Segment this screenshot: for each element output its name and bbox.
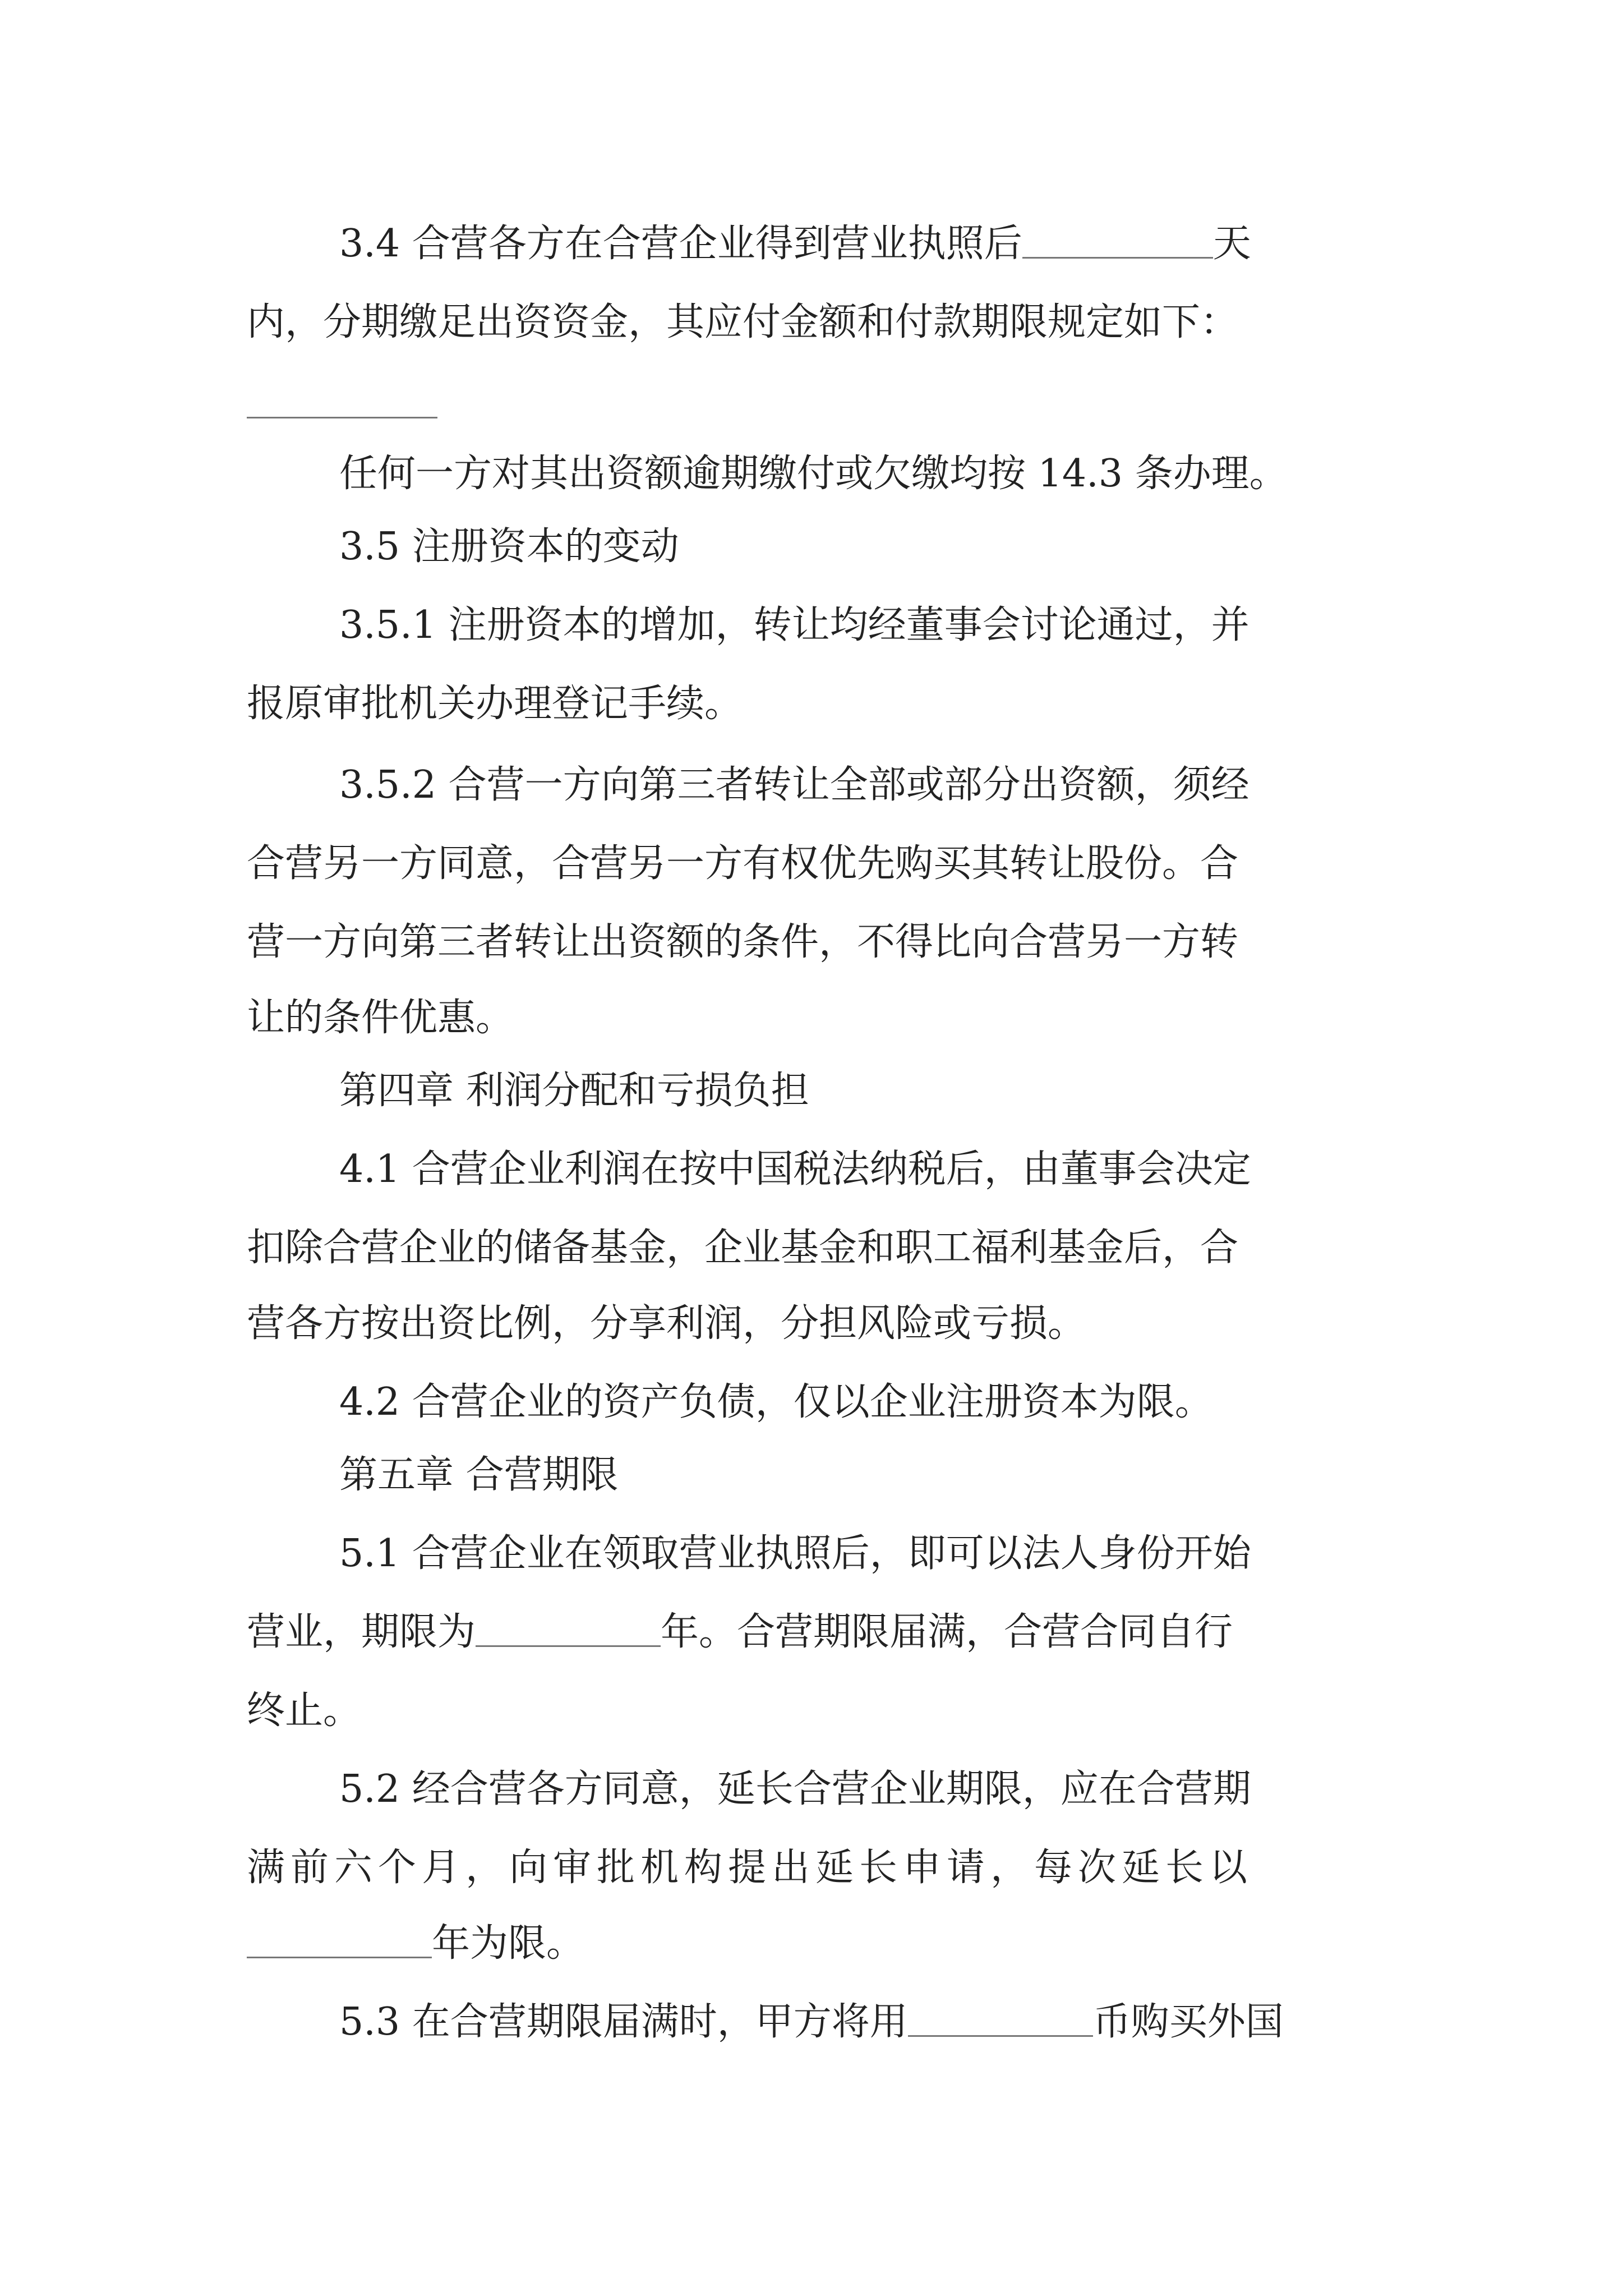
text: 第四章 利润分配和亏损负担 (339, 1069, 809, 1113)
text: 营业，期限为 (247, 1610, 476, 1654)
text: 3.4 合营各方在合营企业得到营业执照后 (339, 222, 1022, 266)
text: 扣除合营企业的储备基金，企业基金和职工福利基金后，合 (247, 1226, 1239, 1270)
paragraph-3-5-1-line-2 (247, 682, 743, 726)
text: 让的条件优惠。 (247, 996, 514, 1040)
text: 报原审批机关办理登记手续。 (247, 682, 743, 726)
paragraph-5-2-line-2 (247, 1846, 1253, 1890)
text: 5.2 经合营各方同意，延长合营企业期限，应在合营期 (339, 1767, 1251, 1811)
text: 年为限。 (432, 1921, 585, 1966)
text: 天 (1212, 222, 1251, 266)
section-3-5-heading (339, 524, 679, 569)
text: 3.5.2 合营一方向第三者转让全部或部分出资额，须经 (339, 763, 1249, 807)
paragraph-3-5-2-line-3 (247, 920, 1238, 965)
paragraph-3-5-2-line-2 (247, 841, 1238, 886)
paragraph-5-3-line-1 (339, 2000, 1284, 2045)
paragraph-5-2-line-1 (339, 1767, 1251, 1812)
text: 币购买外国 (1092, 2000, 1284, 2044)
text: 4.2 合营企业的资产负债，仅以企业注册资本为限。 (339, 1380, 1213, 1424)
blank-days (1022, 223, 1213, 259)
text: 满前六个月，向审批机构提出延长申请，每次延长以 (247, 1846, 1253, 1890)
text: 任何一方对其出资额逾期缴付或欠缴均按 14.3 条办理。 (339, 452, 1288, 496)
paragraph-3-5-2-line-1 (339, 763, 1249, 808)
text: 3.5 注册资本的变动 (339, 524, 679, 569)
paragraph-4-1-line-2 (247, 1226, 1238, 1271)
text: 第五章 合营期限 (339, 1453, 619, 1497)
text: 5.3 在合营期限届满时，甲方将用 (339, 2000, 908, 2044)
blank-payment-terms (247, 383, 437, 418)
text: 年。合营期限届满，合营合同自行 (661, 1610, 1233, 1654)
chapter-4-heading (339, 1069, 809, 1114)
text: 5.1 合营企业在领取营业执照后，即可以法人身份开始 (339, 1531, 1251, 1576)
text: 合营另一方同意，合营另一方有权优先购买其转让股份。合 (247, 841, 1239, 886)
paragraph-4-1-line-3 (247, 1301, 1086, 1346)
paragraph-4-2 (339, 1380, 1213, 1425)
text: 内，分期缴足出资资金，其应付金额和付款期限规定如下： (247, 300, 1239, 344)
chapter-5-heading (339, 1453, 619, 1498)
paragraph-3-4-blank-line (247, 381, 437, 426)
text: 3.5.1 注册资本的增加，转让均经董事会讨论通过，并 (339, 603, 1249, 647)
text: 4.1 合营企业利润在按中国税法纳税后，由董事会决定 (339, 1147, 1251, 1191)
paragraph-5-2-line-3 (247, 1921, 584, 1966)
paragraph-3-5-2-line-4 (247, 996, 514, 1041)
paragraph-5-1-line-2 (247, 1610, 1233, 1655)
paragraph-3-4-note (339, 452, 1288, 496)
text: 营各方按出资比例，分享利润，分担风险或亏损。 (247, 1301, 1086, 1346)
text: 终止。 (247, 1688, 362, 1733)
paragraph-3-4-line-1 (339, 222, 1251, 266)
paragraph-3-4-line-2 (247, 300, 1238, 345)
paragraph-5-1-line-1 (339, 1531, 1251, 1576)
blank-term-years (476, 1612, 661, 1647)
blank-extension-years (247, 1923, 432, 1958)
paragraph-4-1-line-1 (339, 1147, 1251, 1192)
text: 营一方向第三者转让出资额的条件，不得比向合营另一方转 (247, 920, 1239, 964)
paragraph-5-1-line-3 (247, 1688, 361, 1733)
paragraph-3-5-1-line-1 (339, 603, 1249, 648)
blank-currency (908, 2001, 1093, 2037)
